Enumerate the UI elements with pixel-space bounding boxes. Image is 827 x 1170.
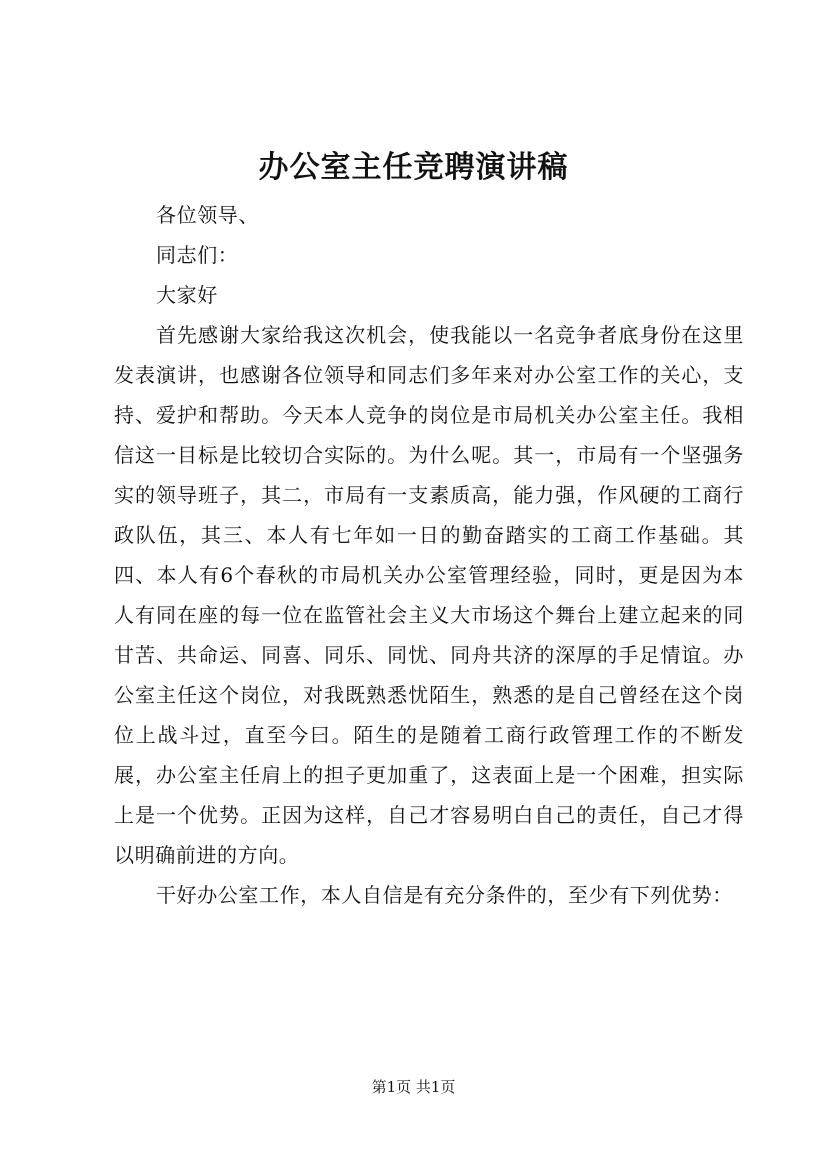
greeting: 大家好: [156, 283, 218, 307]
document-body: [114, 195, 744, 915]
page-footer: 第1页 共1页: [371, 1078, 456, 1096]
document-title: 办公室主任竞聘演讲稿: [258, 150, 569, 185]
salutation-comrades: 同志们：: [156, 243, 239, 267]
salutation-leaders: 各位领导、: [156, 203, 259, 227]
body-paragraph: 首先感谢大家给我这次机会，使我能以一名竞争者底身份在这里发表演讲，也感谢各位领导和同志们多年来对办公室工作的关心，支持、爱护和帮助。今天本人竞争的岗位是市局机关办公室主任。我相信这一目标是比较切合实际的。为什么呢。其一，市局有一个坚强务实的领导班子，其二，市局有一支素质高，能力强，作风硬的工商行政队伍，其三、本人有七年如一日的勤奋踏实的工商工作基础。其四、本人有6个春秋的市局机关办公室管理经验，同时，更是因为本人有同在座的每一位在监管社会主义大市场这个舞台上建立起来的同甘苦、共命运、同喜、同乐、同忧、同舟共济的深厚的手足情谊。办公室主任这个岗位，对我既熟悉忧陌生，熟悉的是自己曾经在这个岗位上战斗过，直至今曰。陌生的是随着工商行政管理工作的不断发展，办公室主任肩上的担子更加重了，这表面上是一个困难，担实际上是一个优势。正因为这样，自己才容易明白自己的责任，自己才得以明确前进的方向。: [114, 323, 744, 867]
body-paragraph: 干好办公室工作，本人自信是有充分条件的，至少有下列优势：: [156, 883, 733, 907]
